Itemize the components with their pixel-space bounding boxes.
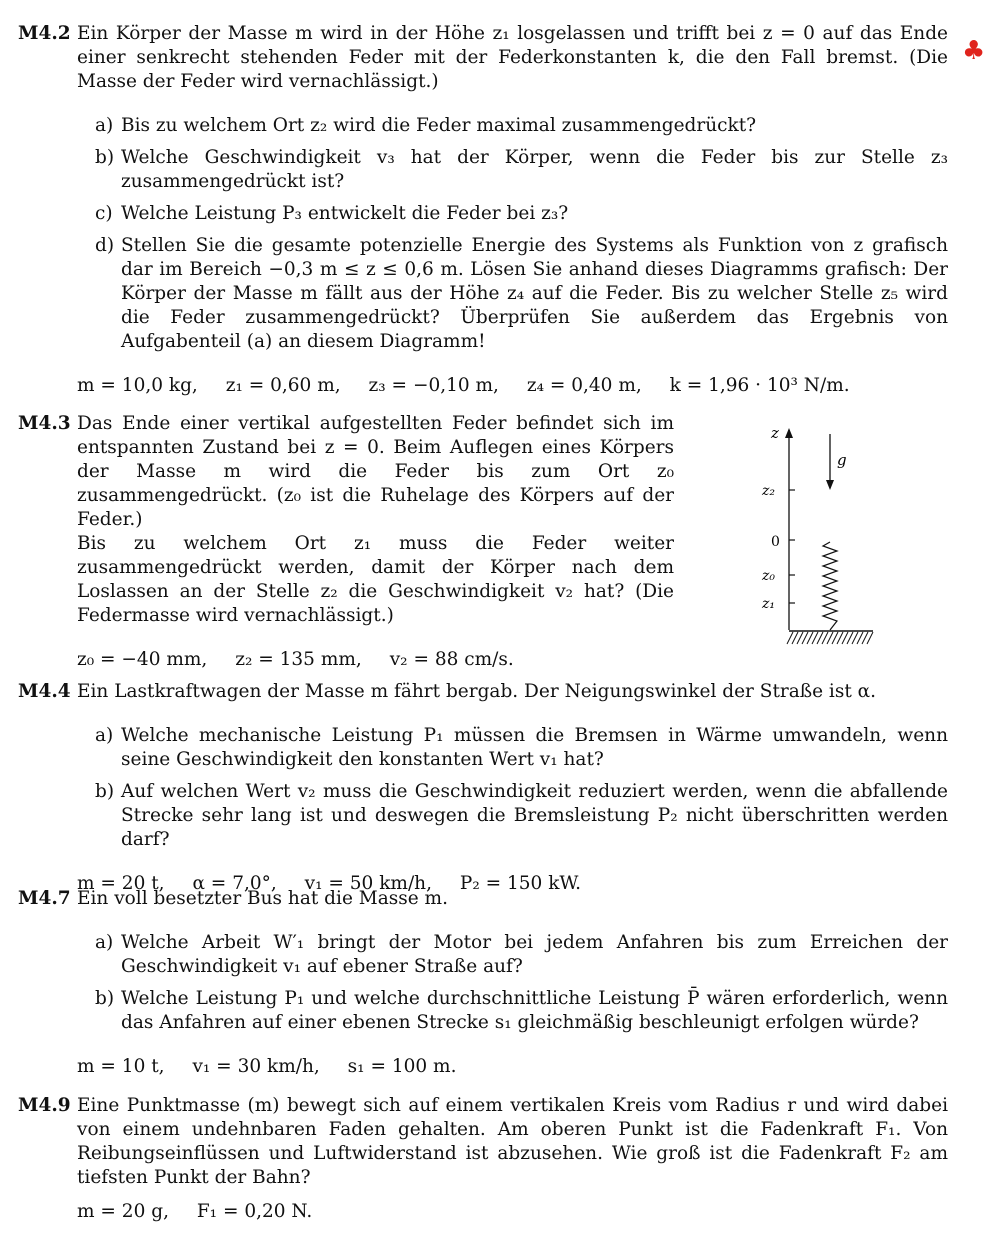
problem-text: Das Ende einer vertikal aufgestellten Feder befindet sich im entspannten Zustand bei z = 0. Beim Auflegen eines Körpers der Masse m wird die Feder bis zum Ort z₀ zusammengedrückt. (z₀ ist die Ruhelage des Körpers auf der Feder.) [77,413,674,530]
problem-id: M4.7 [18,888,71,909]
spring-icon [823,542,837,630]
sub-question [95,234,948,354]
given-value: m = 10,0 kg, [77,375,198,396]
gravity-label: g [837,451,847,469]
sub-question [95,931,948,979]
clubs-icon: ♣ [962,36,986,66]
given-value: m = 10 t, [77,1056,165,1077]
sub-question-text: Auf welchen Wert v₂ muss die Geschwindigkeit reduziert werden, wenn die abfallende Strecke sehr lang ist und deswegen die Bremsleistung P₂ nicht überschritten werden darf? [121,781,948,850]
given-value: s₁ = 100 m. [347,1056,457,1077]
sub-question-label: c) [95,203,113,224]
problem-id: M4.3 [18,413,71,434]
sub-question-text: Welche Leistung P₃ entwickelt die Feder bei z₃? [121,203,569,224]
problem-m4-3 [18,412,674,672]
given-value: z₂ = 135 mm, [235,649,362,670]
sub-question-label: a) [95,932,114,953]
ground-hatching [787,632,873,644]
sub-question-label: b) [95,147,115,168]
sub-question [95,114,948,138]
given-value: z₄ = 0,40 m, [526,375,642,396]
sub-question-text: Welche Geschwindigkeit v₃ hat der Körper, wenn die Feder bis zur Stelle z₃ zusammengedrückt ist? [121,147,948,192]
sub-question-label: a) [95,725,114,746]
given-value: v₁ = 30 km/h, [192,1056,320,1077]
sub-question [95,724,948,772]
sub-question [95,780,948,852]
given-values [77,1055,948,1079]
problem-text: Ein Lastkraftwagen der Masse m fährt bergab. Der Neigungswinkel der Straße ist α. [77,681,877,702]
given-value: F₁ = 0,20 N. [196,1201,313,1222]
tick-label-z0: z₀ [762,568,775,584]
given-value: k = 1,96 · 10³ N/m. [669,375,850,396]
z-axis-arrowhead [785,428,793,438]
sub-question [95,146,948,194]
given-value: m = 20 t, [77,873,165,894]
tick-label-zero: 0 [771,534,780,550]
tick-label-z2: z₂ [762,483,775,499]
given-value: m = 20 g, [77,1201,169,1222]
given-value: z₃ = −0,10 m, [368,375,499,396]
z-axis-label: z [771,424,779,442]
problem-text: Eine Punktmasse (m) bewegt sich auf einem vertikalen Kreis vom Radius r und wird dabei von einem undehnbaren Faden gehalten. Am oberen Punkt ist die Fadenkraft F₁. Von Reibungseinflüssen und Luftwiderstand ist abzusehen. Wie groß ist die Fadenkraft F₂ am tiefsten Punkt der Bahn? [77,1095,948,1188]
problem-m4-2 [18,22,948,398]
spring-figure [755,420,880,650]
sub-question [95,987,948,1035]
given-value: P₂ = 150 kW. [459,873,582,894]
problem-text-continued: Bis zu welchem Ort z₁ muss die Feder weiter zusammengedrückt werden, damit der Körper nach dem Loslassen an der Stelle z₂ die Geschwindigkeit v₂ hat? (Die Federmasse wird vernachlässigt.) [77,533,674,626]
given-values [77,374,948,398]
problem-id: M4.9 [18,1095,71,1116]
sub-question-label: b) [95,781,115,802]
problem-m4-4 [18,680,948,896]
problem-text: Ein voll besetzter Bus hat die Masse m. [77,888,448,909]
sub-questions [95,724,948,852]
problem-text: Ein Körper der Masse m wird in der Höhe z₁ losgelassen und trifft bei z = 0 auf das Ende einer senkrecht stehenden Feder mit der Federkonstanten k, die den Fall bremst. (Die Masse der Feder wird vernachlässigt.) [77,23,948,92]
given-value: α = 7,0°, [192,873,277,894]
problem-id: M4.2 [18,23,71,44]
sub-question-label: d) [95,235,115,256]
problem-m4-7 [18,887,948,1079]
gravity-arrowhead [826,480,834,490]
given-value: v₂ = 88 cm/s. [389,649,514,670]
sub-question-label: b) [95,988,115,1009]
sub-questions [95,931,948,1035]
given-values [77,1200,948,1224]
given-values [77,648,674,672]
sub-question-text: Bis zu welchem Ort z₂ wird die Feder maximal zusammengedrückt? [121,115,757,136]
sub-question-text: Welche Arbeit W′₁ bringt der Motor bei jedem Anfahren bis zum Erreichen der Geschwindigkeit v₁ auf ebener Straße auf? [121,932,948,977]
tick-label-z1: z₁ [762,596,775,612]
given-value: z₀ = −40 mm, [77,649,208,670]
problem-m4-9 [18,1094,948,1224]
sub-question-label: a) [95,115,114,136]
given-value: z₁ = 0,60 m, [225,375,341,396]
sub-question-text: Welche mechanische Leistung P₁ müssen die Bremsen in Wärme umwandeln, wenn seine Geschwindigkeit den konstanten Wert v₁ hat? [121,725,948,770]
sub-questions [95,114,948,354]
given-value: v₁ = 50 km/h, [304,873,432,894]
problem-id: M4.4 [18,681,71,702]
sub-question-text: Stellen Sie die gesamte potenzielle Energie des Systems als Funktion von z grafisch dar im Bereich −0,3 m ≤ z ≤ 0,6 m. Lösen Sie anhand dieses Diagramms grafisch: Der Körper der Masse m fällt aus der Höhe z₄ auf die Feder. Bis zu welcher Stelle z₅ wird die Feder zusammengedrückt? Überprüfen Sie außerdem das Ergebnis von Aufgabenteil (a) an diesem Diagramm! [121,235,948,352]
sub-question-text: Welche Leistung P₁ und welche durchschnittliche Leistung P̄ wären erforderlich, wenn das Anfahren auf einer ebenen Strecke s₁ gleichmäßig beschleunigt erfolgen würde? [121,988,948,1033]
sub-question [95,202,948,226]
